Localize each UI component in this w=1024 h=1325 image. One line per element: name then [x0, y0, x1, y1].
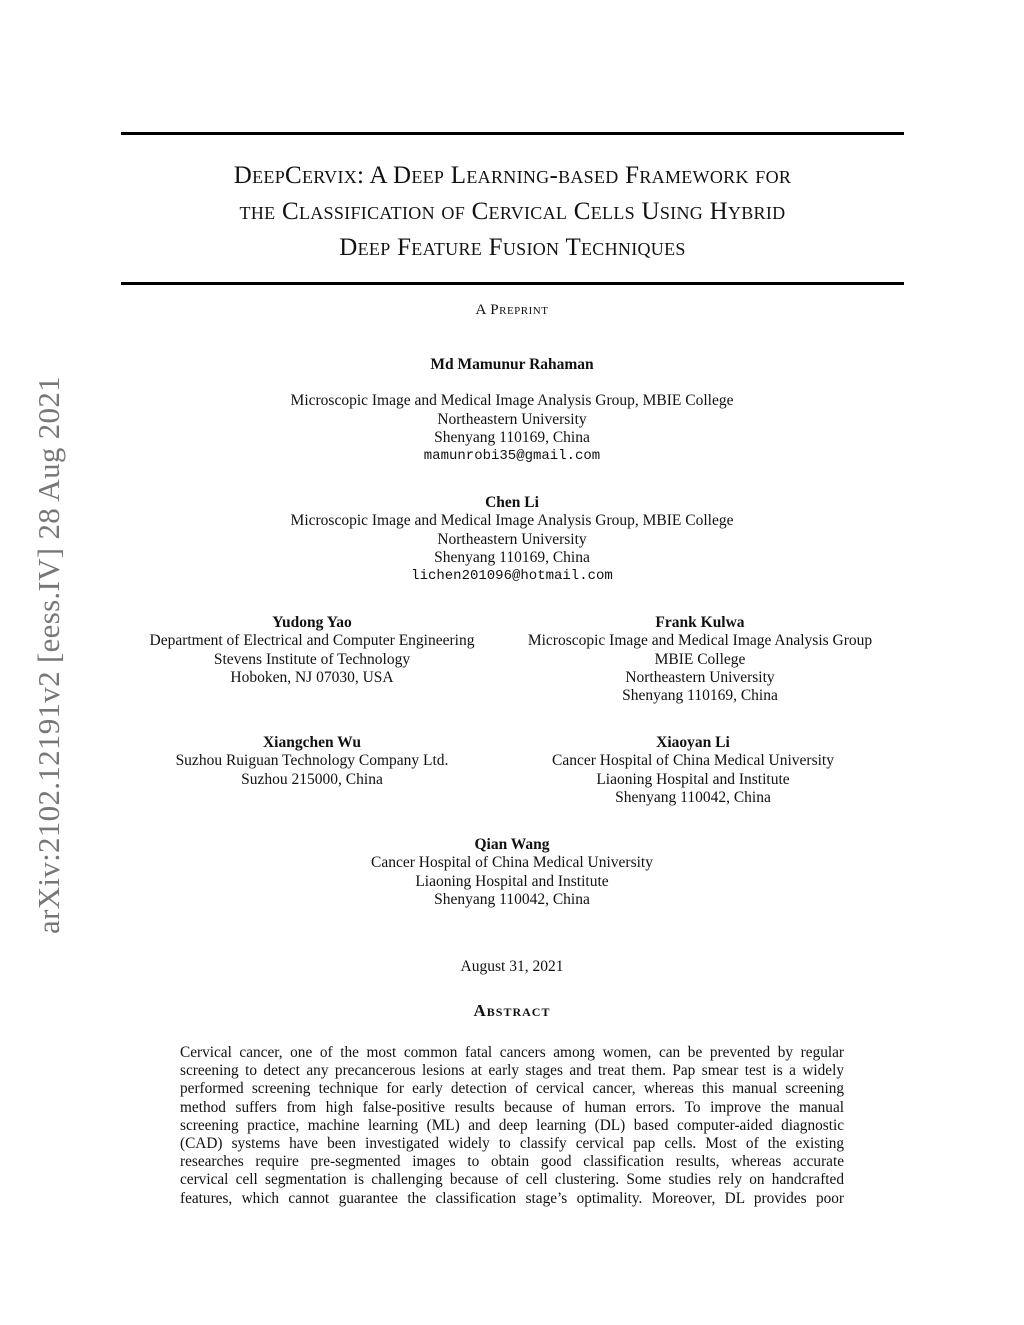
- author-affiliation-line: Cancer Hospital of China Medical University: [371, 854, 653, 872]
- author-email: lichen201096@hotmail.com: [411, 568, 613, 585]
- author-affiliation-line: Cancer Hospital of China Medical University: [552, 752, 834, 770]
- author-affiliation-line: MBIE College: [654, 650, 746, 668]
- author-affiliation-line: Department of Electrical and Computer Engineering: [149, 632, 475, 650]
- author-affiliation-line: Liaoning Hospital and Institute: [596, 770, 790, 788]
- abstract-line: researches require pre-segmented images to obtain good classification results, whereas accurate: [180, 1153, 844, 1171]
- abstract-heading: Abstract: [473, 1001, 551, 1020]
- author-block-kulwa: [500, 614, 900, 705]
- author-affiliation-line: Shenyang 110042, China: [615, 788, 771, 806]
- author-affiliation-line: Northeastern University: [437, 530, 587, 548]
- author-block-rahaman: [0, 356, 1024, 465]
- abstract-line: cervical cell segmentation is challenging because of cell clustering. Some studies rely on handcrafted: [180, 1171, 844, 1189]
- author-affiliation-line: Shenyang 110042, China: [434, 890, 590, 908]
- author-name: Md Mamunur Rahaman: [430, 356, 594, 373]
- title-top-rule: [121, 132, 904, 135]
- author-block-wu: [120, 734, 504, 789]
- author-affiliation-line: Suzhou Ruiguan Technology Company Ltd.: [175, 752, 449, 770]
- title-line: the Classification of Cervical Cells Using Hybrid: [239, 198, 786, 225]
- author-name: Yudong Yao: [272, 614, 352, 631]
- arxiv-identifier-text: arXiv:2102.12191v2 [eess.IV] 28 Aug 2021: [31, 376, 66, 934]
- author-block-xiaoyan-li: [500, 734, 886, 807]
- author-affiliation-line: Microscopic Image and Medical Image Analysis Group: [527, 632, 873, 650]
- author-name: Qian Wang: [474, 836, 550, 853]
- abstract-line: (CAD) systems have been investigated widely to classify cervical pap cells. Most of the existing: [180, 1135, 844, 1153]
- author-name: Frank Kulwa: [655, 614, 745, 631]
- title-line: Deep Feature Fusion Techniques: [339, 234, 686, 261]
- abstract-line: features, which cannot guarantee the classification stage’s optimality. Moreover, DL provides poor: [180, 1189, 844, 1207]
- author-affiliation-line: Shenyang 110169, China: [434, 428, 590, 446]
- author-block-wang: [0, 836, 1024, 909]
- title-line: DeepCervix: A Deep Learning-based Framework for: [233, 162, 792, 189]
- author-block-chen-li: [0, 494, 1024, 585]
- abstract-line: method suffers from high false-positive results because of human errors. To improve the manual: [180, 1098, 844, 1116]
- author-affiliation-line: Shenyang 110169, China: [434, 548, 590, 566]
- author-name: Xiaoyan Li: [656, 734, 730, 751]
- author-affiliation-line: Liaoning Hospital and Institute: [415, 872, 609, 890]
- abstract-line: screening to detect any precancerous lesions at early stages and treat them. Pap smear test is a widely: [180, 1062, 844, 1080]
- abstract-body: [180, 1044, 844, 1208]
- author-affiliation-line: Suzhou 215000, China: [241, 770, 383, 788]
- author-block-yao: [120, 614, 504, 687]
- title-bottom-rule: [121, 282, 904, 285]
- paper-date: August 31, 2021: [460, 958, 564, 975]
- author-affiliation-line: Northeastern University: [437, 410, 587, 428]
- author-name: Chen Li: [485, 494, 539, 511]
- author-affiliation-line: Hoboken, NJ 07030, USA: [230, 668, 394, 686]
- author-affiliation-line: Microscopic Image and Medical Image Analysis Group, MBIE College: [290, 392, 734, 410]
- author-email: mamunrobi35@gmail.com: [423, 448, 601, 465]
- paper-title: [121, 158, 904, 266]
- abstract-line: Cervical cancer, one of the most common fatal cancers among women, can be prevented by regular: [180, 1044, 844, 1061]
- author-affiliation-line: Stevens Institute of Technology: [213, 650, 411, 668]
- author-affiliation-line: Shenyang 110169, China: [622, 687, 778, 705]
- abstract-line: performed screening technique for early detection of cervical cancer, whereas this manual screening: [180, 1080, 844, 1098]
- author-name: Xiangchen Wu: [262, 734, 362, 751]
- abstract-line: screening practice, machine learning (ML) and deep learning (DL) based computer-aided diagnostic: [180, 1116, 844, 1134]
- preprint-label: A Preprint: [475, 302, 549, 318]
- author-affiliation-line: Northeastern University: [625, 668, 775, 686]
- author-affiliation-line: Microscopic Image and Medical Image Analysis Group, MBIE College: [290, 512, 734, 530]
